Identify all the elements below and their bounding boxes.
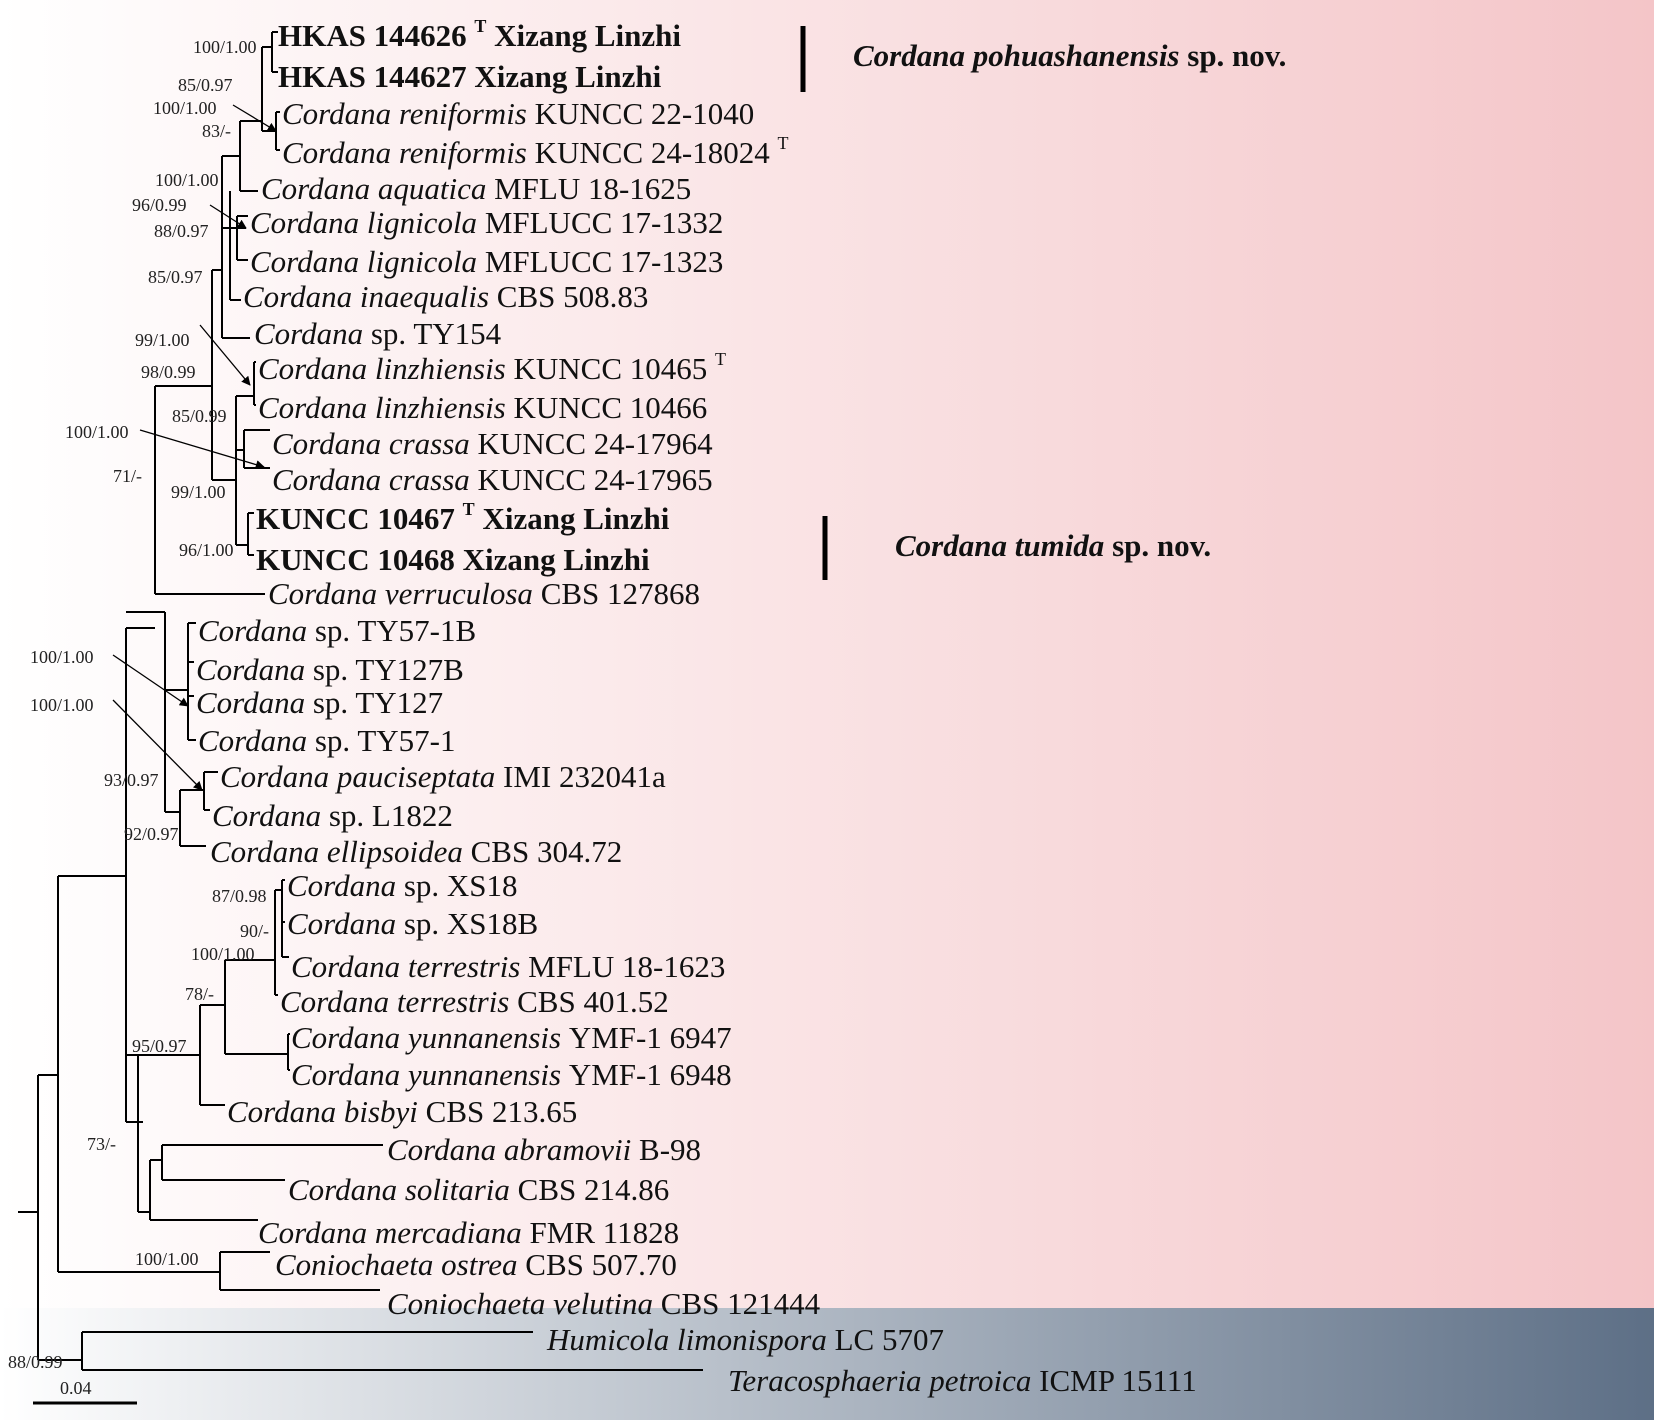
taxon-binomial: Cordana reniformis	[282, 96, 535, 131]
taxon-binomial: Cordana abramovii	[387, 1132, 640, 1167]
support-value: 85/0.97	[178, 75, 233, 95]
taxon-binomial: Coniochaeta ostrea	[275, 1247, 526, 1282]
taxon-label-crassa1	[272, 426, 713, 461]
clade-label-pohuashanensis	[853, 38, 1286, 73]
support-value: 78/-	[185, 984, 214, 1004]
taxon-strain: CBS 214.86	[517, 1172, 670, 1207]
taxon-strain: KUNCC 10468	[256, 542, 455, 577]
type-strain-mark: T	[715, 349, 727, 369]
taxon-strain: MFLUCC 17-1332	[484, 205, 724, 240]
taxon-label-lignicola1	[250, 205, 723, 240]
taxon-binomial: Cordana	[196, 685, 313, 720]
support-value: 100/1.00	[193, 37, 257, 57]
taxon-strain: CBS 121444	[660, 1286, 821, 1321]
taxon-label-ty127b	[196, 652, 464, 687]
taxon-locality: Xizang Linzhi	[486, 18, 682, 53]
support-value: 96/0.99	[132, 195, 187, 215]
taxon-label-reniformis1	[282, 96, 754, 131]
taxon-strain: sp. TY127	[312, 685, 444, 720]
taxon-strain: HKAS 144626	[278, 18, 467, 53]
taxon-binomial: Cordana linzhiensis	[258, 390, 514, 425]
taxon-strain: CBS 508.83	[496, 279, 649, 314]
taxon-label-humicola	[546, 1322, 944, 1357]
taxon-label-xs18	[287, 868, 518, 903]
taxon-strain: KUNCC 10466	[513, 390, 708, 425]
taxon-strain: MFLUCC 17-1323	[484, 244, 724, 279]
taxon-label-linzhiensis2	[258, 390, 707, 425]
taxon-strain: CBS 213.65	[425, 1094, 578, 1129]
taxon-label-terrestris1	[291, 949, 725, 984]
taxon-strain: HKAS 144627	[278, 59, 467, 94]
taxon-label-ellipsoidea	[210, 834, 622, 869]
taxon-strain: sp. TY154	[370, 316, 502, 351]
taxon-binomial: Cordana terrestris	[291, 949, 529, 984]
taxon-strain: sp. TY127B	[312, 652, 464, 687]
taxon-binomial: Cordana	[287, 906, 404, 941]
taxon-strain: sp. TY57-1B	[314, 613, 477, 648]
taxon-label-lignicola2	[250, 244, 723, 279]
type-strain-mark: T	[777, 133, 789, 153]
support-value: 98/0.99	[141, 362, 196, 382]
taxon-strain: B-98	[639, 1132, 702, 1167]
clade-label-binomial: Cordana pohuashanensis	[853, 38, 1180, 73]
taxon-binomial: Cordana	[196, 652, 313, 687]
taxon-binomial: Cordana ellipsoidea	[210, 834, 471, 869]
support-value: 100/1.00	[65, 422, 129, 442]
taxon-label-ostrea	[275, 1247, 677, 1282]
clade-label-tumida	[895, 528, 1211, 563]
type-strain-mark: T	[462, 499, 475, 519]
support-value: 100/1.00	[30, 695, 94, 715]
taxon-strain: KUNCC 22-1040	[534, 96, 755, 131]
taxon-binomial: Cordana lignicola	[250, 244, 485, 279]
taxon-binomial: Cordana yunnanensis	[291, 1057, 569, 1092]
taxon-label-ty154	[254, 316, 502, 351]
taxon-label-terrestris2	[280, 984, 669, 1019]
taxon-binomial: Humicola limonispora	[547, 1322, 835, 1357]
taxon-binomial: Cordana inaequalis	[243, 279, 497, 314]
taxon-label-inaequalis	[243, 279, 648, 314]
taxon-strain: MFLU 18-1623	[528, 949, 726, 984]
support-value: 85/0.97	[148, 267, 203, 287]
taxon-strain: YMF-1 6948	[568, 1057, 732, 1092]
taxon-strain: YMF-1 6947	[568, 1020, 732, 1055]
taxon-label-mercadiana	[258, 1215, 679, 1250]
scale-bar-label: 0.04	[60, 1378, 92, 1398]
taxon-strain: sp. TY57-1	[314, 723, 456, 758]
taxon-strain: CBS 127868	[540, 576, 701, 611]
type-strain-mark: T	[474, 16, 487, 36]
support-value: 93/0.97	[104, 770, 159, 790]
taxon-label-crassa2	[272, 462, 713, 497]
taxon-strain: KUNCC 24-18024	[534, 135, 770, 170]
support-value: 88/0.97	[154, 221, 209, 241]
taxon-strain: sp. XS18B	[403, 906, 539, 941]
taxon-binomial: Cordana	[287, 868, 404, 903]
taxon-label-abramovii	[387, 1132, 701, 1167]
support-value: 100/1.00	[191, 944, 255, 964]
taxon-strain: CBS 304.72	[470, 834, 623, 869]
taxon-strain: MFLU 18-1625	[494, 171, 692, 206]
taxon-binomial: Coniochaeta velutina	[387, 1286, 661, 1321]
taxon-binomial: Cordana reniformis	[282, 135, 535, 170]
taxon-strain: KUNCC 10465	[513, 351, 708, 386]
taxon-strain: FMR 11828	[529, 1215, 680, 1250]
taxon-locality: Xizang Linzhi	[474, 501, 670, 536]
taxon-binomial: Cordana linzhiensis	[258, 351, 514, 386]
support-value: 100/1.00	[153, 98, 217, 118]
taxon-strain: KUNCC 24-17965	[477, 462, 713, 497]
taxon-label-verruculosa	[268, 576, 700, 611]
taxon-label-ty127	[196, 685, 443, 720]
taxon-label-ty57_1b	[198, 613, 476, 648]
clade-label-suffix: sp. nov.	[1179, 38, 1287, 73]
taxon-binomial: Cordana pauciseptata	[220, 759, 504, 794]
taxon-binomial: Teracosphaeria petroica	[728, 1363, 1040, 1398]
taxon-binomial: Cordana mercadiana	[258, 1215, 530, 1250]
taxon-label-pauciseptata	[220, 759, 666, 794]
taxon-label-solitaria	[288, 1172, 669, 1207]
taxon-strain: ICMP 15111	[1039, 1363, 1197, 1398]
taxon-strain: CBS 507.70	[525, 1247, 677, 1282]
support-value: 100/1.00	[155, 170, 219, 190]
taxon-label-velutina	[387, 1286, 821, 1321]
taxon-label-linzhiensis1	[258, 349, 726, 386]
support-value: 83/-	[202, 121, 231, 141]
taxon-binomial: Cordana	[198, 723, 315, 758]
taxon-label-ty57_1	[198, 723, 456, 758]
support-value: 100/1.00	[30, 647, 94, 667]
support-value: 71/-	[113, 466, 142, 486]
support-value: 99/1.00	[171, 482, 226, 502]
taxon-binomial: Cordana lignicola	[250, 205, 485, 240]
support-value: 92/0.97	[124, 824, 179, 844]
support-value: 88/0.99	[8, 1352, 63, 1372]
support-value: 73/-	[87, 1134, 116, 1154]
taxon-binomial: Cordana solitaria	[288, 1172, 518, 1207]
taxon-binomial: Cordana bisbyi	[227, 1094, 426, 1129]
taxon-label-l1822	[212, 798, 453, 833]
taxon-label-aquatica	[261, 171, 691, 206]
taxon-label-yunnanensis1	[291, 1020, 732, 1055]
taxon-binomial: Cordana yunnanensis	[291, 1020, 569, 1055]
taxon-binomial: Cordana	[212, 798, 329, 833]
taxon-strain: KUNCC 24-17964	[477, 426, 713, 461]
support-value: 95/0.97	[132, 1036, 187, 1056]
taxon-label-kuncc10468	[256, 542, 650, 577]
taxon-strain: LC 5707	[834, 1322, 944, 1357]
support-value: 100/1.00	[135, 1249, 199, 1269]
taxon-strain: CBS 401.52	[517, 984, 669, 1019]
taxon-label-yunnanensis2	[291, 1057, 732, 1092]
support-value: 90/-	[240, 921, 269, 941]
taxon-strain: KUNCC 10467	[256, 501, 455, 536]
taxon-binomial: Cordana crassa	[272, 426, 478, 461]
taxon-binomial: Cordana terrestris	[280, 984, 518, 1019]
taxon-binomial: Cordana	[198, 613, 315, 648]
taxon-label-hkas144627	[278, 59, 662, 94]
taxon-label-teracosphaeria	[728, 1363, 1197, 1398]
support-value: 99/1.00	[135, 330, 190, 350]
taxon-binomial: Cordana aquatica	[261, 171, 495, 206]
taxon-binomial: Cordana	[254, 316, 371, 351]
support-value: 87/0.98	[212, 886, 267, 906]
clade-label-binomial: Cordana tumida	[895, 528, 1105, 563]
support-value: 96/1.00	[179, 540, 234, 560]
taxon-locality: Xizang Linzhi	[454, 542, 650, 577]
taxon-strain: sp. L1822	[328, 798, 453, 833]
clade-label-suffix: sp. nov.	[1104, 528, 1212, 563]
taxon-strain: sp. XS18	[403, 868, 518, 903]
taxon-locality: Xizang Linzhi	[466, 59, 662, 94]
taxon-label-bisbyi	[227, 1094, 577, 1129]
taxon-binomial: Cordana verruculosa	[268, 576, 541, 611]
taxon-label-reniformis2	[282, 133, 788, 170]
taxon-binomial: Cordana crassa	[272, 462, 478, 497]
support-value: 85/0.99	[172, 406, 227, 426]
taxon-label-xs18b	[287, 906, 538, 941]
taxon-strain: IMI 232041a	[503, 759, 666, 794]
